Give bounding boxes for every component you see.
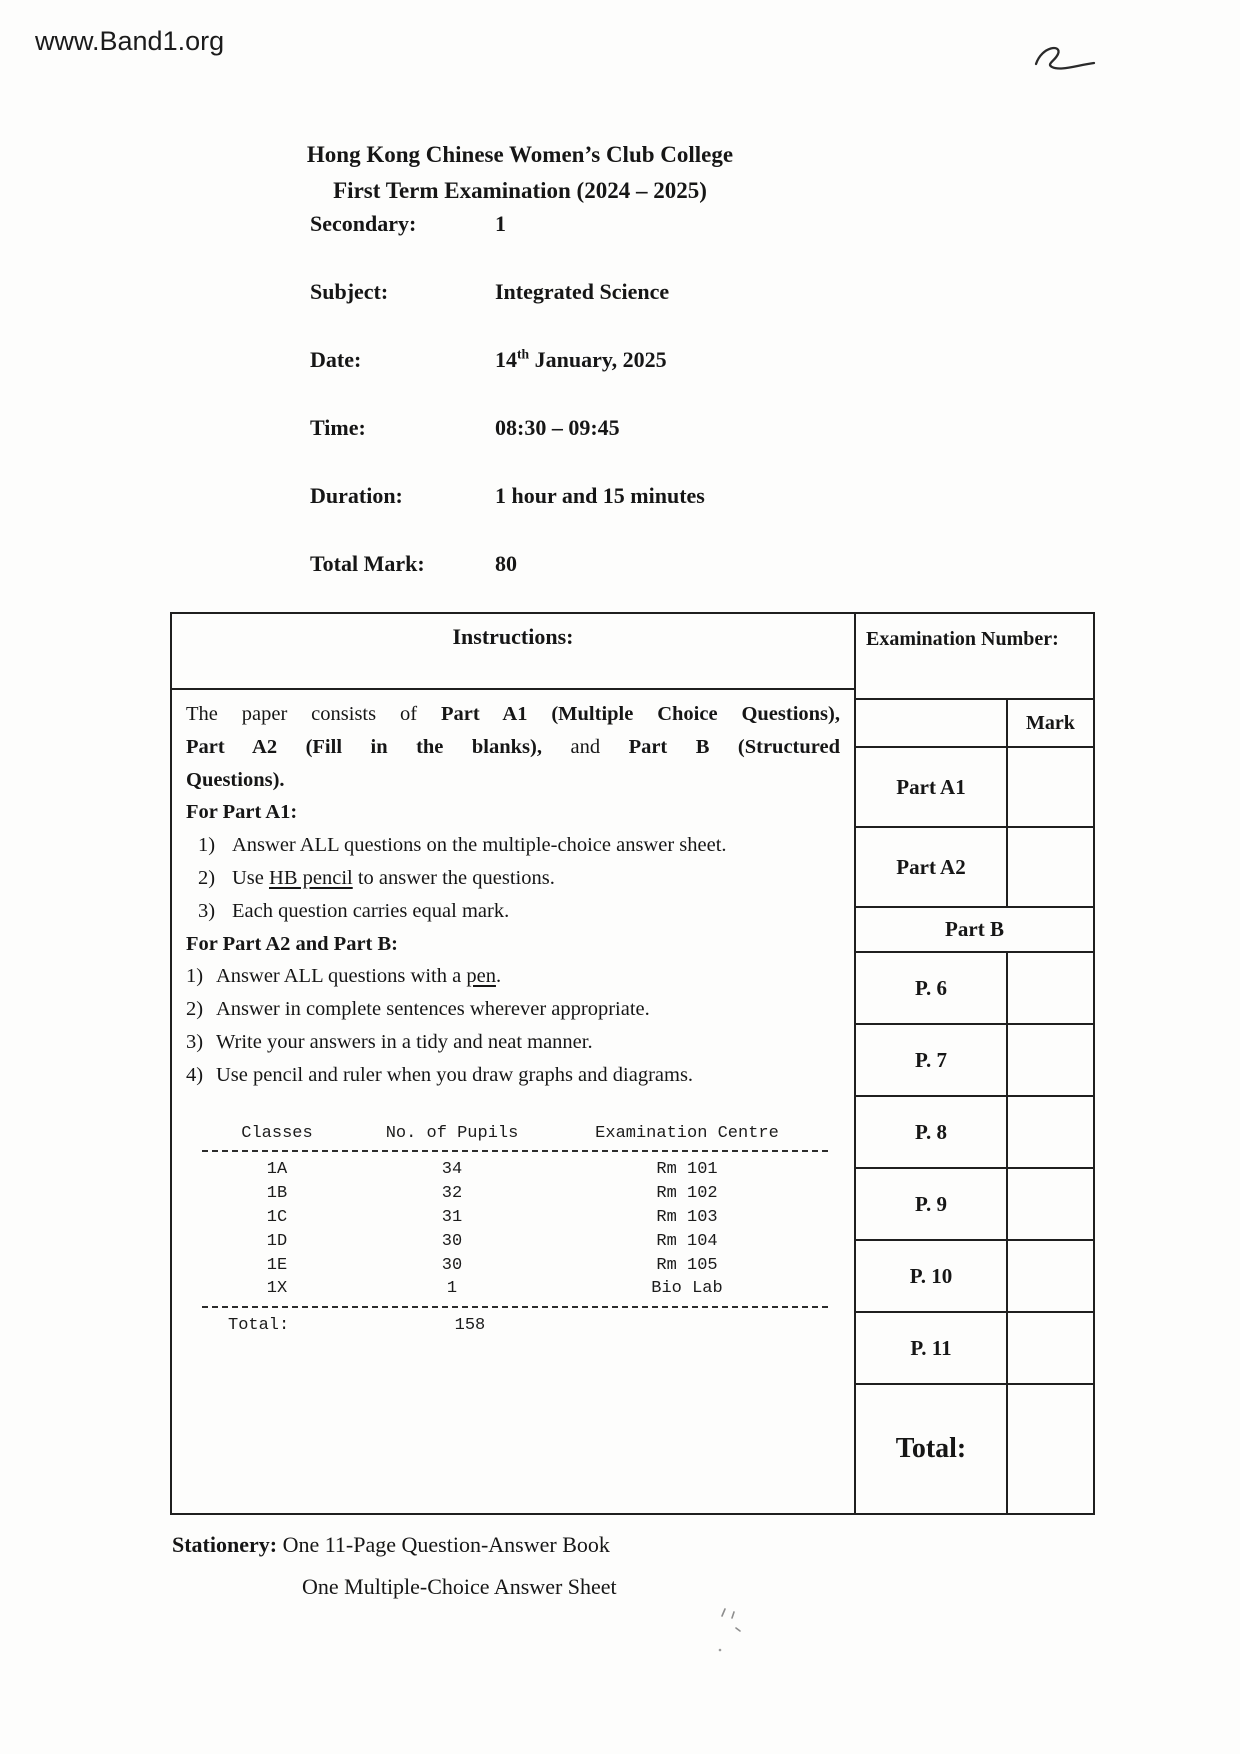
exam-details [310,211,705,619]
mark-header-row [856,700,1093,748]
detail-value: 1 [495,211,506,236]
mark-column-header: Mark [1026,711,1075,734]
stationery-item-2: One Multiple-Choice Answer Sheet [302,1574,617,1599]
table-row: 1X 1 Bio Lab [266,1279,723,1299]
table-row: 1E 30 Rm 105 [266,1255,718,1275]
mark-entry-cell [1008,953,1093,1023]
detail-row-subject [310,279,705,347]
mark-entry-cell [1008,1313,1093,1383]
detail-label: Duration: [310,483,403,508]
detail-value: Integrated Science [495,279,670,304]
mark-row-p11: P. 11 [856,1313,1093,1385]
instructions-intro: The paper consists of Part A1 (Multiple Choice Questions), Part A2 (Fill in the blanks), and Part B (Structured Questions). [186,703,841,791]
mark-row-p7: P. 7 [856,1025,1093,1097]
instructions-and-mark-table [170,612,1095,1515]
rule-item: 3) Each question carries equal mark. [198,899,510,922]
table-row: 1D 30 Rm 104 [266,1231,718,1251]
date-ordinal: th [517,347,530,362]
rule-item: 1) Answer ALL questions with a pen. [186,965,502,988]
mark-entry-cell [1008,1385,1093,1513]
rule-item: 2) Use HB pencil to answer the questions. [198,866,555,889]
detail-value: 14th January, 2025 [495,347,667,373]
stationery-label: Stationery: [172,1532,278,1557]
handwritten-mark-icon [1022,38,1112,86]
rule-item: 1) Answer ALL questions on the multiple-choice answer sheet. [198,834,727,857]
detail-row-duration [310,483,705,551]
rule-item: 3) Write your answers in a tidy and neat manner. [186,1030,593,1053]
title-block [150,142,890,204]
mark-entry-cell [1008,1241,1093,1311]
detail-label: Date: [310,347,362,373]
detail-value: 08:30 – 09:45 [495,415,620,440]
watermark: www.Band1.org [35,26,225,56]
detail-row-date [310,347,705,415]
class-table-header: Classes No. of Pupils Examination Centre [241,1123,779,1143]
instructions-body [172,690,854,1513]
mark-entry-cell [1008,1169,1093,1239]
mark-row-p10: P. 10 [856,1241,1093,1313]
class-table-total-row: Total: 158 [228,1316,486,1336]
part-a1-heading: For Part A1: [186,801,298,824]
instructions-heading: Instructions: [172,614,854,690]
mark-row-p9: P. 9 [856,1169,1093,1241]
table-row: 1A 34 Rm 101 [266,1160,718,1180]
part-a2-rules [186,960,840,1091]
mark-panel [856,614,1093,1513]
pencil-marks [700,1598,780,1668]
detail-row-secondary [310,211,705,279]
mark-row-p6: P. 6 [856,953,1093,1025]
table-row: 1C 31 Rm 103 [266,1207,718,1227]
part-a1-rules [186,829,840,927]
examination-number-label: Examination Number: [856,614,1093,700]
rule-item: 4) Use pencil and ruler when you draw graphs and diagrams. [186,1063,694,1086]
part-b-section-header: Part B [856,908,1093,953]
mark-row-part-a2: Part A2 [856,828,1093,908]
mark-row-total: Total: [856,1385,1093,1513]
detail-label: Time: [310,415,366,440]
empty-cell [856,700,1008,746]
rule-item: 2) Answer in complete sentences wherever appropriate. [186,998,650,1021]
detail-label: Total Mark: [310,551,425,576]
instructions-column [172,614,856,1513]
exam-title: First Term Examination (2024 – 2025) [333,178,707,203]
dashed-divider [202,1150,828,1152]
mark-entry-cell [1008,748,1093,826]
part-a2-heading: For Part A2 and Part B: [186,932,398,955]
school-name: Hong Kong Chinese Women’s Club College [306,142,734,167]
mark-entry-cell [1008,1097,1093,1167]
mark-row-part-a1: Part A1 [856,748,1093,828]
detail-row-time [310,415,705,483]
stationery-note [172,1532,617,1600]
detail-label: Secondary: [310,211,417,236]
dashed-divider [202,1306,828,1308]
class-allocation-table [202,1122,828,1338]
mark-row-p8: P. 8 [856,1097,1093,1169]
detail-row-total-mark [310,551,705,619]
mark-entry-cell [1008,1025,1093,1095]
detail-label: Subject: [310,279,389,304]
table-row: 1B 32 Rm 102 [266,1184,718,1204]
detail-value: 80 [495,551,517,576]
detail-value: 1 hour and 15 minutes [495,483,705,508]
mark-entry-cell [1008,828,1093,906]
stationery-item-1: One 11-Page Question-Answer Book [277,1532,610,1557]
